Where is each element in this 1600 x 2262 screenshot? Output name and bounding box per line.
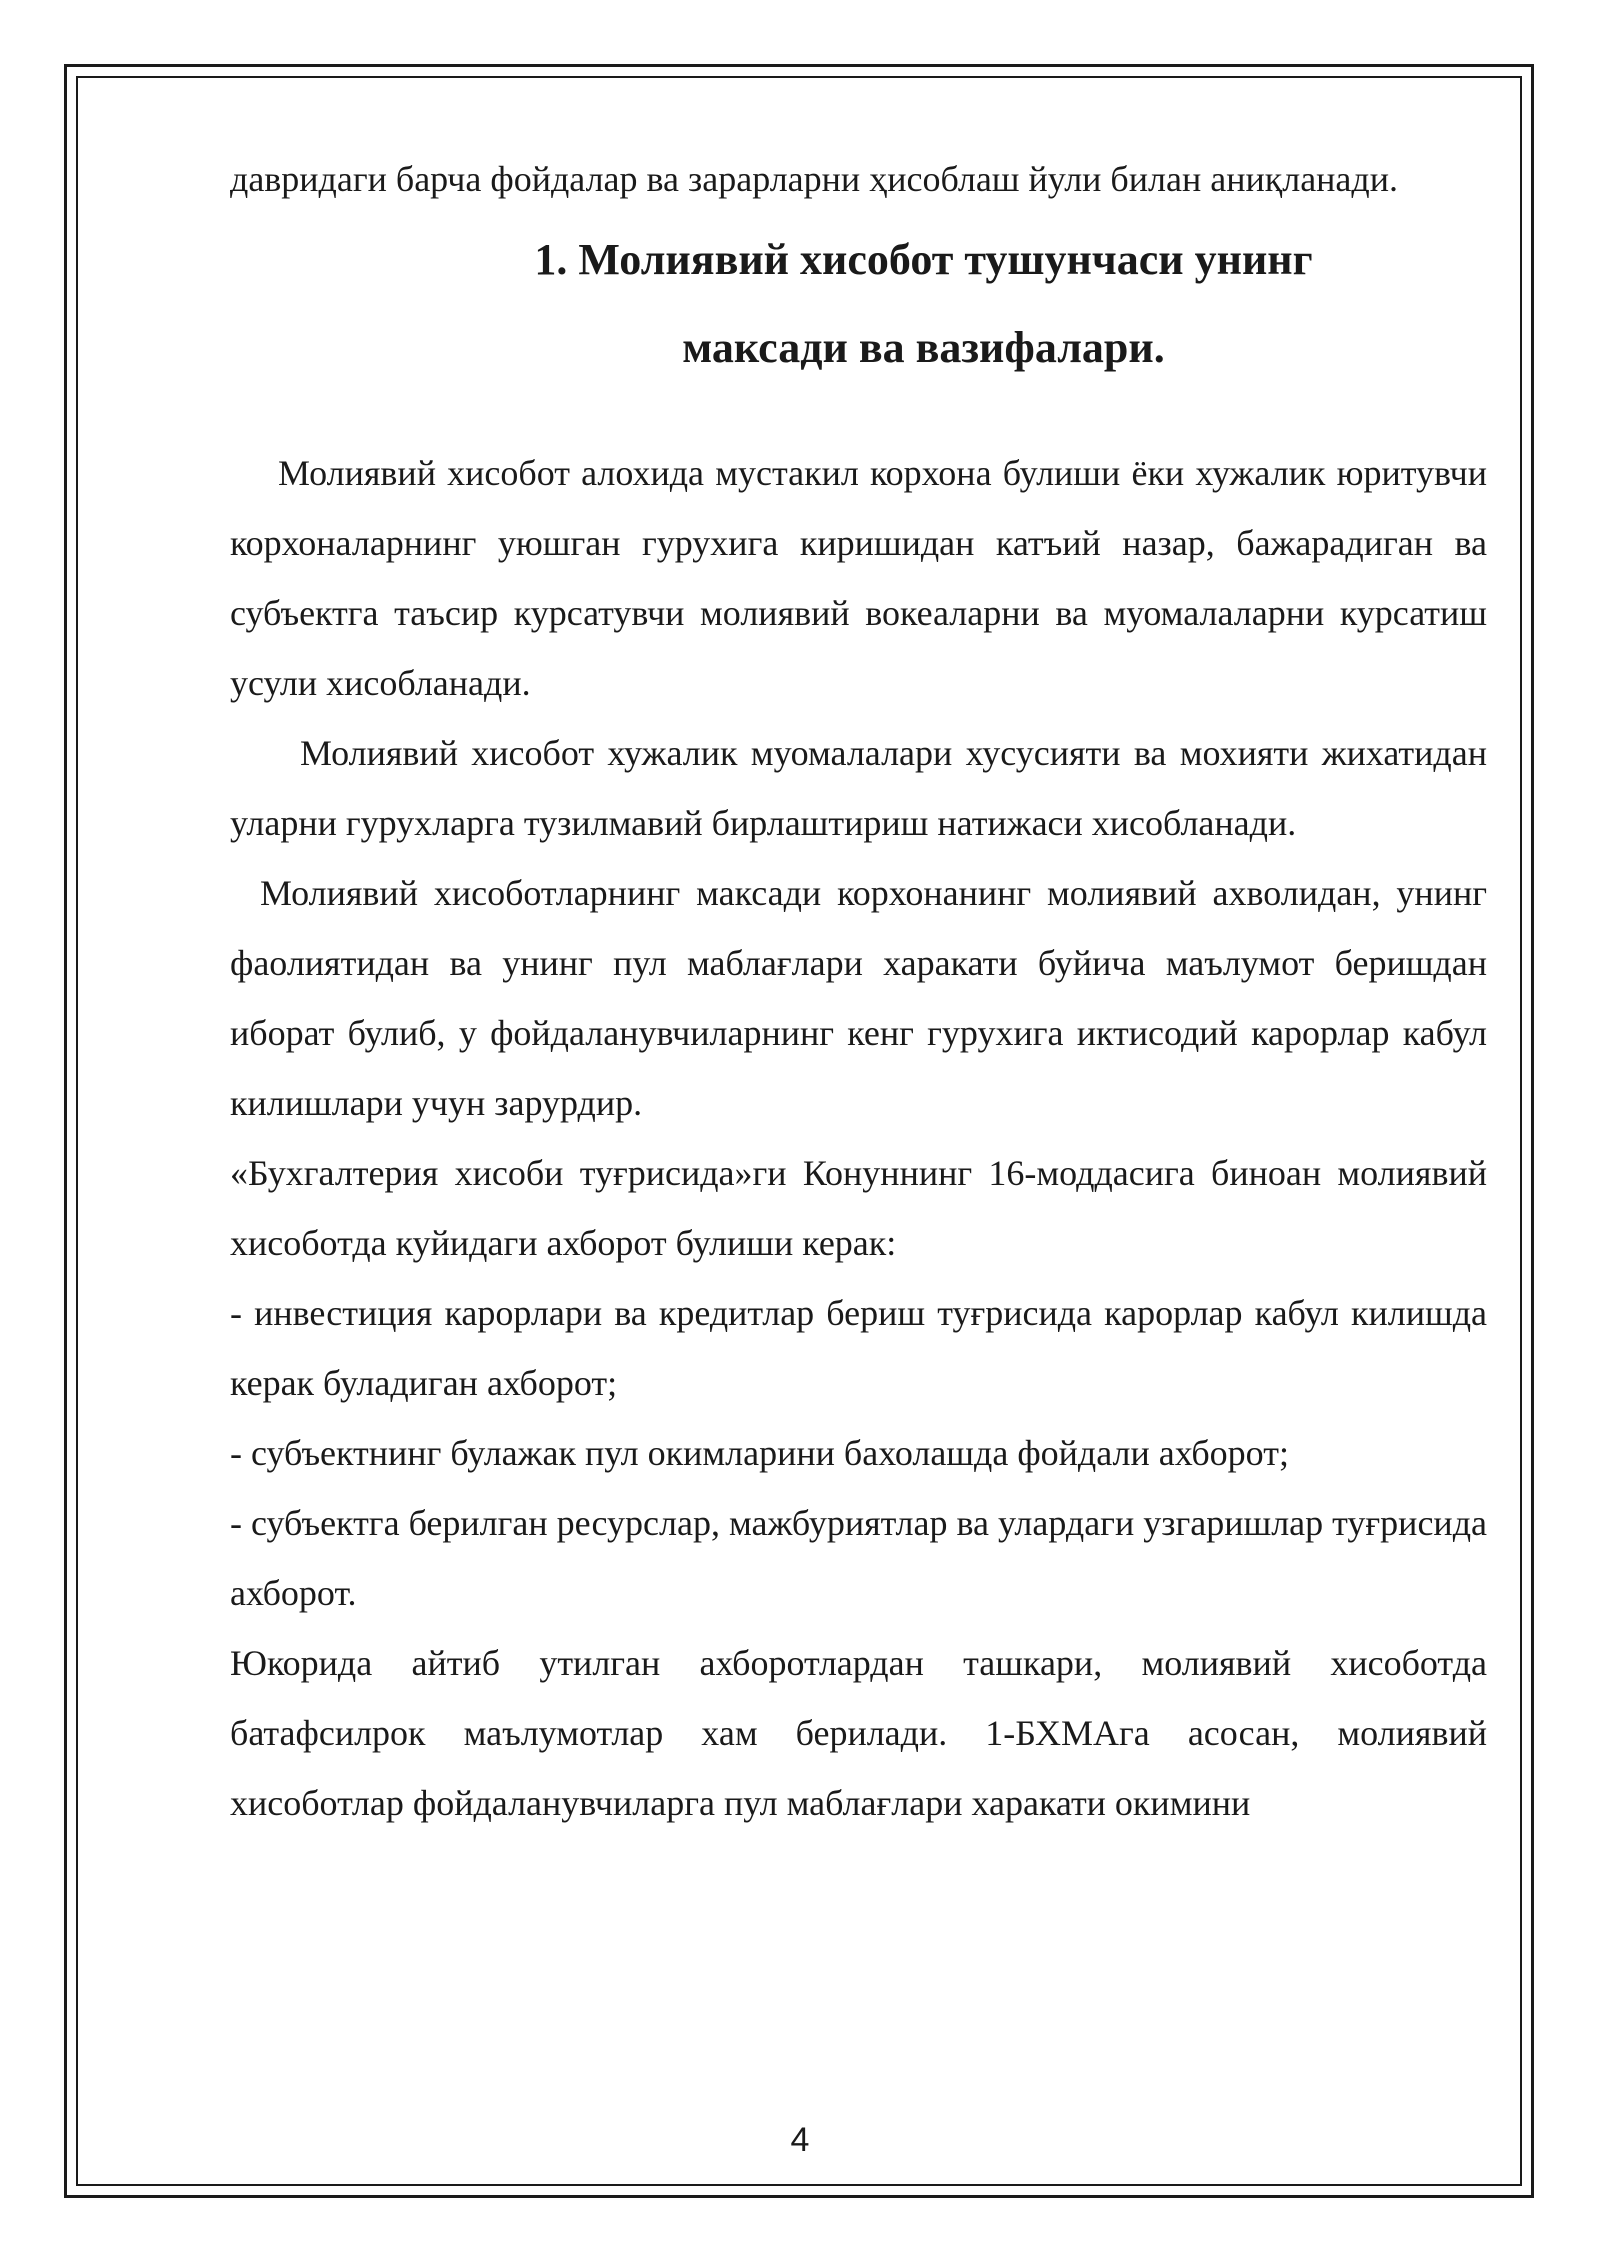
intro-paragraph: давридаги барча фойдалар ва зарарларни ҳисоблаш йули билан аниқланади. [230,159,1398,199]
list-item-resources: - субъектга берилган ресурслар, мажбуриятлар ва улардаги узгаришлар туғрисида ахборот. [230,1503,1487,1613]
list-item-cash-flows: - субъектнинг булажак пул окимларини бахолашда фойдали ахборот; [230,1433,1289,1473]
page-content [230,144,1487,1838]
paragraph-definition: Молиявий хисобот алохида мустакил корхона булиши ёки хужалик юритувчи корхоналарнинг уюшган гурухига киришидан катъий назар, бажарадиган ва субъектга таъсир курсатувчи молиявий вокеаларни ва муомалаларни курсатиш усули хисобланади. [230,453,1487,703]
section-heading-line-2: максади ва вазифалари. [682,323,1165,372]
section-heading-line-1: 1. Молиявий хисобот тушунчаси унинг [534,235,1313,284]
paragraph-additional-info: Юкорида айтиб утилган ахборотлардан ташкари, молиявий хисоботда батафсилрок маълумотлар хам берилади. 1-БХМАга асосан, молиявий хисоботлар фойдаланувчиларга пул маблағлари харакати окимини [230,1643,1487,1823]
paragraph-law-reference: «Бухгалтерия хисоби туғрисида»ги Конуннинг 16-моддасига биноан молиявий хисоботда куйидаги ахборот булиши керак: [230,1153,1487,1263]
list-item-investment: - инвестиция карорлари ва кредитлар бериш туғрисида карорлар кабул килишда керак буладиган ахборот; [230,1293,1487,1403]
page-number: 4 [790,2121,810,2159]
paragraph-purpose: Молиявий хисоботларнинг максади корхонанинг молиявий ахволидан, унинг фаолиятидан ва унинг пул маблағлари харакати буйича маълумот беришдан иборат булиб, у фойдаланувчиларнинг кенг гурухига иктисодий карорлар кабул килишлари учун зарурдир. [230,873,1487,1123]
section-heading [230,216,1487,392]
paragraph-grouping: Молиявий хисобот хужалик муомалалари хусусияти ва мохияти жихатидан уларни гурухларга тузилмавий бирлаштириш натижаси хисобланади. [230,733,1487,843]
